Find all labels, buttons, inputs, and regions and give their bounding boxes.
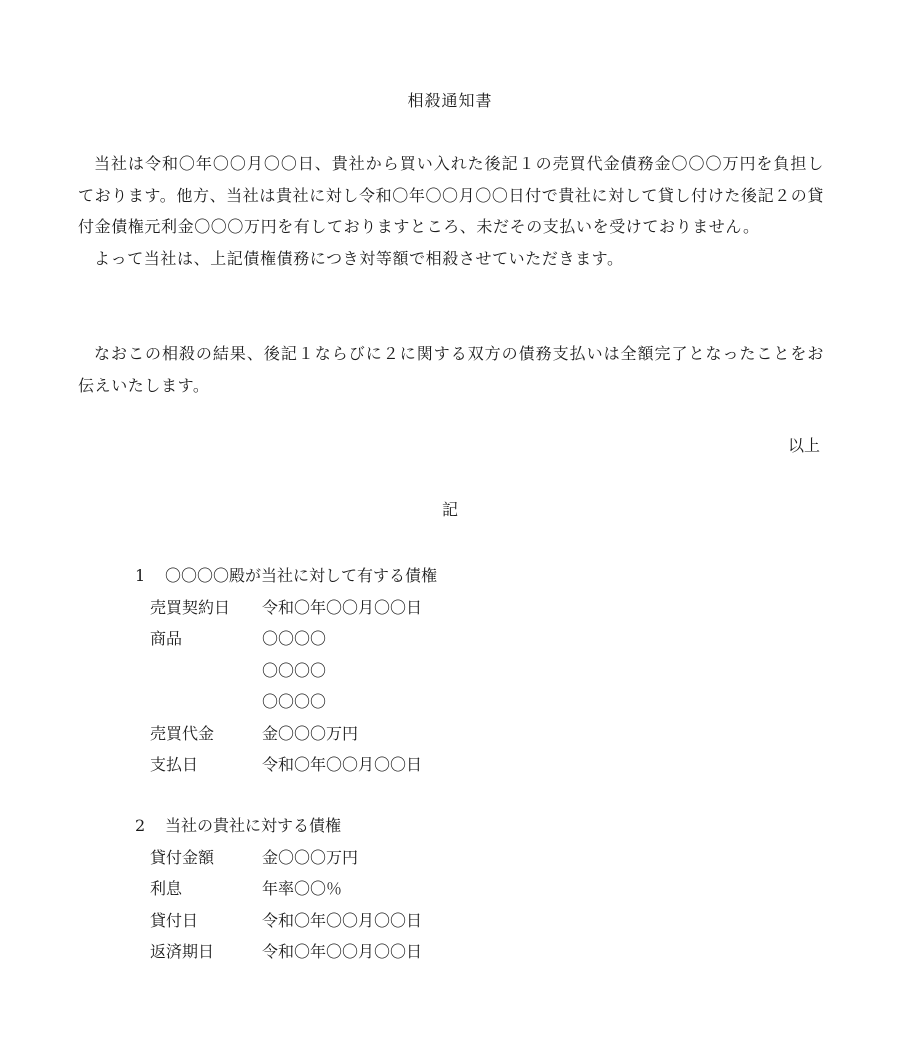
section-1-number: 1 [135,566,146,585]
detail-row [135,842,422,874]
section-1 [135,560,437,781]
row-label: 商品 [150,629,183,648]
detail-row [135,686,437,718]
detail-row [135,592,437,624]
detail-row [135,655,437,687]
row-value: 〇〇〇〇 [262,660,327,680]
ki-heading: 記 [441,500,458,519]
row-label [135,655,262,687]
detail-row [135,749,437,781]
section-1-title: 〇〇〇〇殿が当社に対して有する債権 [165,566,438,585]
body-paragraph-1 [78,148,824,274]
detail-row [135,905,422,937]
paragraph-offset-claim: 当社は令和〇年〇〇月〇〇日、貴社から買い入れた後記１の売買代金債務金〇〇〇万円を負担しております。他方、当社は貴社に対し令和〇年〇〇月〇〇日付で貴社に対して貸し付けた後記２の貸付金債権元利金〇〇〇万円を有しておりますところ、未だその支払いを受けておりません。 [78,154,824,236]
section-2 [135,810,422,968]
row-value: 〇〇〇〇 [262,692,327,711]
document-title: 相殺通知書 [407,91,493,110]
detail-row [135,936,422,968]
row-label: 支払日 [150,755,199,774]
row-value: 令和〇年〇〇月〇〇日 [262,597,423,617]
section-2-number: 2 [135,816,146,835]
row-value: 令和〇年〇〇月〇〇日 [262,942,423,961]
row-value: 令和〇年〇〇月〇〇日 [262,910,423,930]
row-label: 貸付日 [150,910,199,930]
row-label: 利息 [150,879,183,898]
detail-row [135,873,422,905]
detail-row [135,623,437,655]
row-value: 令和〇年〇〇月〇〇日 [262,755,423,774]
row-label: 貸付金額 [150,847,215,867]
row-value: 〇〇〇〇 [262,629,327,648]
row-label: 売買契約日 [150,597,231,617]
section-1-heading [135,560,437,592]
row-label [135,686,262,718]
row-value: 年率〇〇％ [262,879,343,898]
row-label: 返済期日 [150,942,215,961]
section-2-title: 当社の貴社に対する債権 [165,816,342,835]
row-value: 金〇〇〇万円 [262,723,359,743]
detail-row [135,718,437,750]
row-value: 金〇〇〇万円 [262,847,359,867]
closing-mark: 以上 [787,436,820,455]
section-2-heading [135,810,422,842]
body-paragraph-2: なおこの相殺の結果、後記１ならびに２に関する双方の債務支払いは全額完了となったことをお伝えいたします。 [78,344,824,395]
paragraph-offset-declaration: よって当社は、上記債権債務につき対等額で相殺させていただきます。 [94,248,624,268]
row-label: 売買代金 [150,723,215,743]
